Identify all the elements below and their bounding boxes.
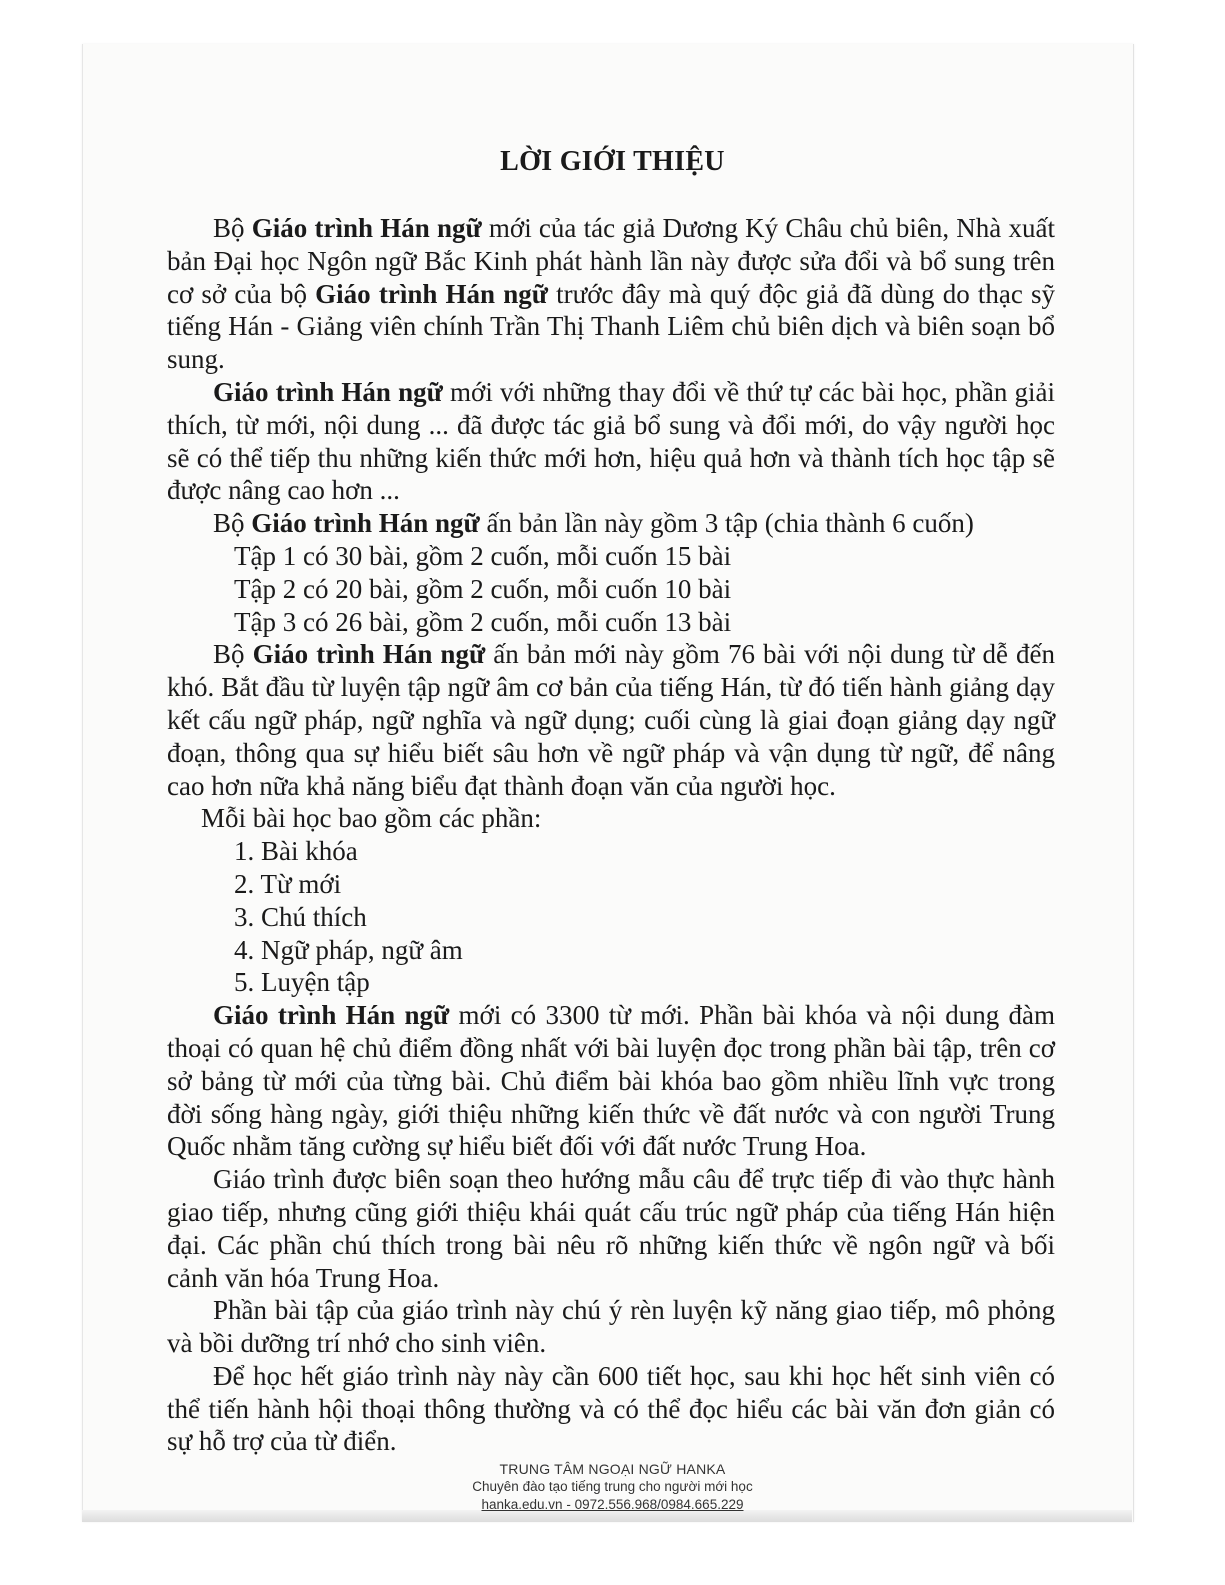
text-run: Bộ (213, 213, 252, 243)
footer-tagline: Chuyên đào tạo tiếng trung cho người mới học (472, 1479, 753, 1494)
footer-contact-link[interactable]: hanka.edu.vn - 0972.556.968/0984.665.229 (481, 1497, 744, 1512)
book-title-bold: Giáo trình Hán ngữ (213, 1000, 450, 1031)
lesson-part-item: 2. Từ mới (234, 868, 342, 899)
paragraph-3 (167, 507, 1055, 540)
footer-center-name: TRUNG TÂM NGOẠI NGỮ HANKA (499, 1461, 726, 1477)
book-title-bold: Giáo trình Hán ngữ (315, 278, 548, 309)
text-run: ấn bản lần này gồm 3 tập (chia thành 6 cuốn) (479, 508, 974, 539)
paragraph-2 (167, 376, 1055, 507)
volume-line: Tập 2 có 20 bài, gồm 2 cuốn, mỗi cuốn 10 bài (234, 573, 732, 604)
lesson-parts-intro: Mỗi bài học bao gồm các phần: (201, 803, 542, 834)
text-run: mới có 3300 từ mới. Phần bài khóa và nội dung đàm thoại có quan hệ chủ điểm đồng nhất với bài luyện đọc trong phần bài tập, trên cơ sở bảng từ mới của từng bài. Chủ điểm bài khóa bao gồm nhiều lĩnh vực trong đời sống hàng ngày, giới thiệu những kiến thức về đất nước và con người Trung Quốc nhằm tăng cường sự hiểu biết đối với đất nước Trung Hoa. (167, 1000, 1056, 1162)
text-run: Bộ (213, 639, 253, 670)
text-run: trước đây mà quý độc giả đã dùng do thạc sỹ tiếng Hán - Giảng viên chính Trần Thị Thanh Liêm chủ biên dịch và biên soạn bổ sung. (167, 278, 1056, 375)
paragraph-4 (167, 638, 1055, 802)
text-run: Bộ (213, 508, 252, 539)
book-title-bold: Giáo trình Hán ngữ (251, 213, 482, 243)
text-run: mới của tác giả Dương Ký Châu chủ biên, Nhà xuất bản Đại học Ngôn ngữ Bắc Kinh phát hành lần này được sửa đổi và bổ sung trên cơ sở của bộ (167, 213, 1055, 309)
paragraph-5 (167, 999, 1055, 1163)
lesson-part-item: 3. Chú thích (234, 901, 367, 932)
text-run: ấn bản mới này gồm 76 bài với nội dung từ dễ đến khó. Bắt đầu từ luyện tập ngữ âm cơ bản của tiếng Hán, từ đó tiến hành giảng dạy kết cấu ngữ pháp, ngữ nghĩa và ngữ dụng; cuối cùng là giai đoạn giảng dạy ngữ đoạn, thông qua sự hiểu biết sâu hơn về ngữ pháp và vận dụng từ ngữ, để nâng cao hơn nữa khả năng biểu đạt thành đoạn văn của người học. (167, 639, 1056, 801)
lesson-part-item: 5. Luyện tập (234, 967, 370, 998)
book-title-bold: Giáo trình Hán ngữ (251, 508, 480, 539)
page-title: LỜI GIỚI THIỆU (500, 146, 725, 177)
lesson-part-item: 4. Ngữ pháp, ngữ âm (234, 934, 463, 965)
paragraph-7: Phần bài tập của giáo trình này chú ý rèn luyện kỹ năng giao tiếp, mô phỏng và bồi dưỡng trí nhớ cho sinh viên. (167, 1295, 1055, 1359)
lesson-part-item: 1. Bài khóa (234, 836, 358, 867)
book-title-bold: Giáo trình Hán ngữ (252, 639, 486, 670)
document-body (167, 212, 1055, 1458)
volume-line: Tập 3 có 26 bài, gồm 2 cuốn, mỗi cuốn 13 bài (234, 606, 732, 637)
book-title-bold: Giáo trình Hán ngữ (213, 376, 443, 407)
paragraph-1 (167, 212, 1055, 376)
volume-line: Tập 1 có 30 bài, gồm 2 cuốn, mỗi cuốn 15 bài (234, 540, 732, 571)
paragraph-6: Giáo trình được biên soạn theo hướng mẫu câu để trực tiếp đi vào thực hành giao tiếp, nhưng cũng giới thiệu khái quát cấu trúc ngữ pháp của tiếng Hán hiện đại. Các phần chú thích trong bài nêu rõ những kiến thức về ngôn ngữ và bối cảnh văn hóa Trung Hoa. (167, 1164, 1055, 1293)
paragraph-8: Để học hết giáo trình này này cần 600 tiết học, sau khi học hết sinh viên có thể tiến hành hội thoại thông thường và có thể đọc hiểu các bài văn đơn giản có sự hỗ trợ của từ điển. (167, 1360, 1055, 1457)
text-run: mới với những thay đổi về thứ tự các bài học, phần giải thích, từ mới, nội dung ... đã được tác giả bổ sung và đổi mới, do vậy người học sẽ có thể tiếp thu những kiến thức mới hơn, hiệu quả hơn và thành tích học tập sẽ được nâng cao hơn ... (167, 376, 1055, 506)
